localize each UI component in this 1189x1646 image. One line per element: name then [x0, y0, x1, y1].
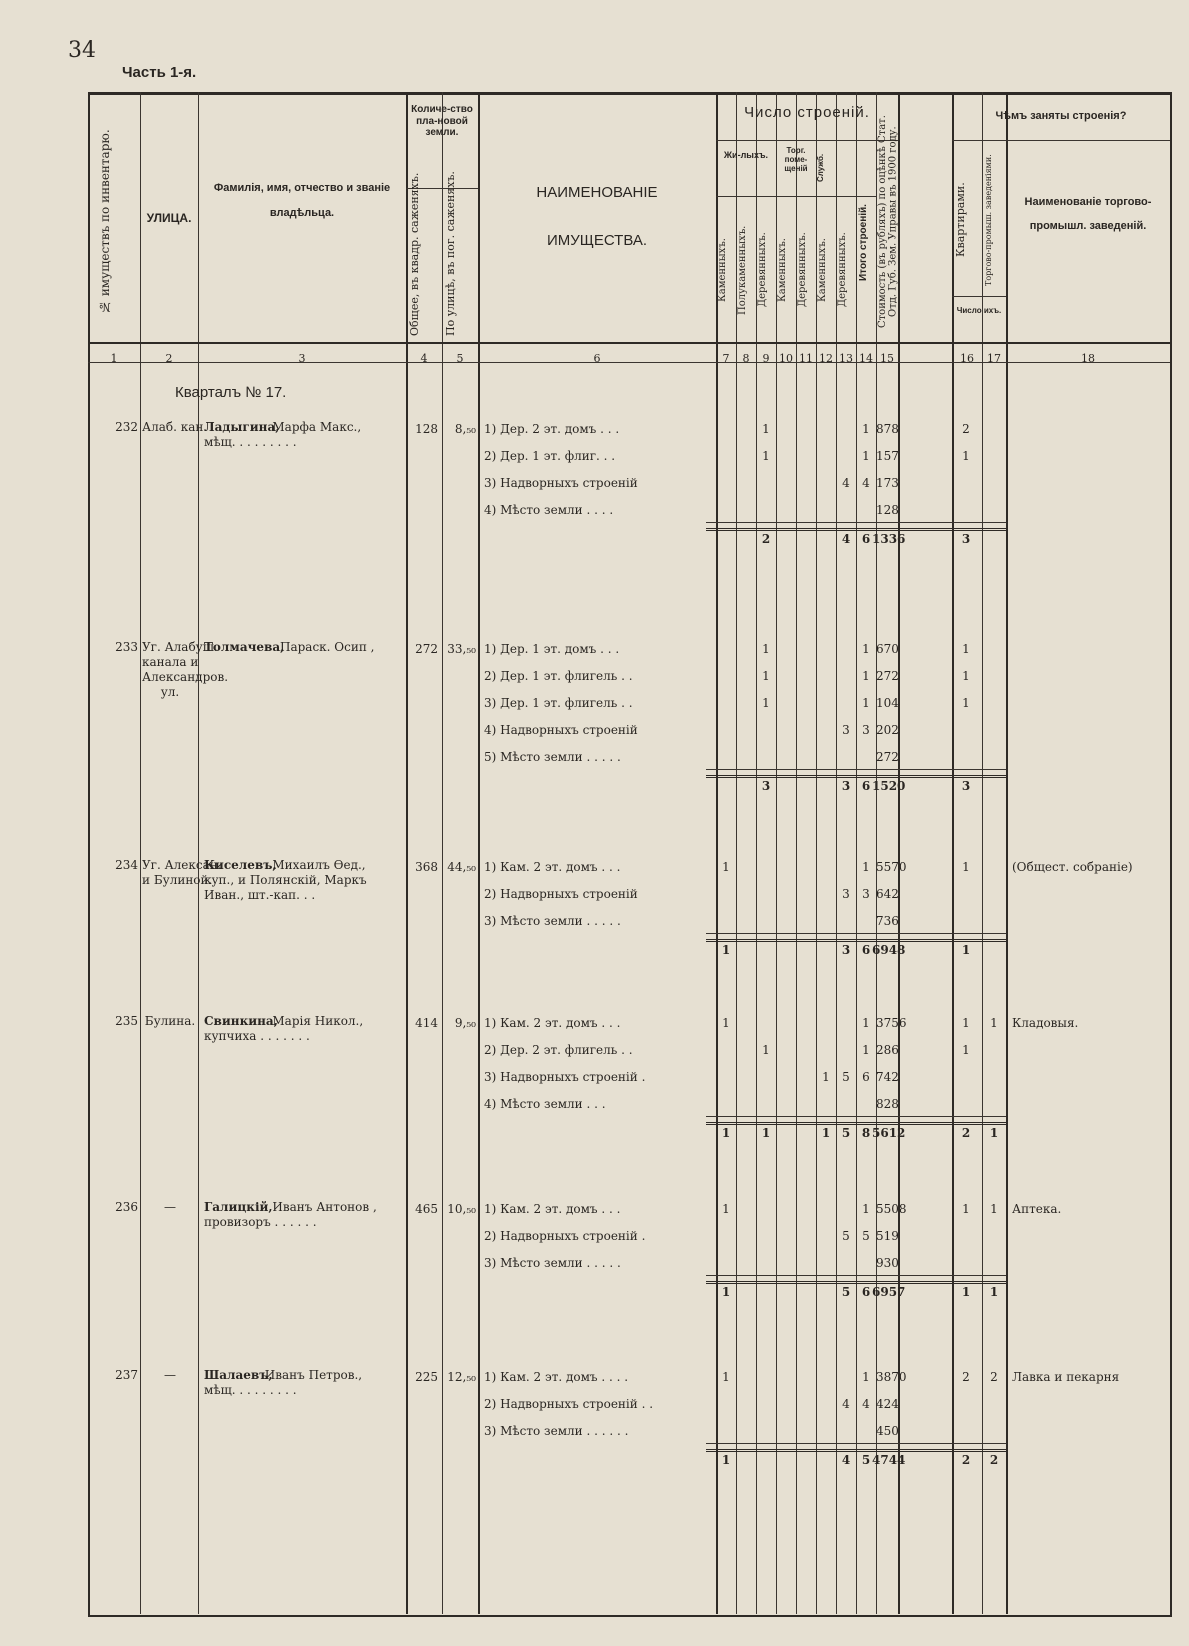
- land-area: 272: [415, 642, 438, 656]
- building-count: 1: [862, 422, 870, 436]
- land-area: 465: [415, 1202, 438, 1216]
- street-frontage: 12,₅₀: [447, 1370, 476, 1384]
- sum-enterprises: 1: [989, 1126, 999, 1140]
- col-number: 6: [593, 352, 601, 365]
- sum-building-count: 6: [861, 1285, 871, 1299]
- entry-street: Алаб. кан.: [142, 420, 208, 434]
- building-count: 5: [862, 1229, 870, 1243]
- owner-name: Галицкій,: [204, 1200, 273, 1214]
- owner-details: Михаилъ Өед.,: [272, 858, 366, 872]
- property-value: 670: [876, 642, 899, 656]
- sum-building-count: 8: [861, 1126, 871, 1140]
- building-count: 3: [862, 887, 870, 901]
- property-item: 1) Кам. 2 эт. домъ . . .: [484, 1016, 621, 1030]
- owner-details: мѣщ. . . . . . . . .: [204, 1383, 297, 1397]
- header-count: Число ихъ.: [956, 306, 1002, 315]
- entry-number: 232: [115, 420, 138, 434]
- sum-building-count: 1: [821, 1126, 831, 1140]
- sum-value: 1336: [872, 532, 906, 546]
- sum-building-count: 5: [841, 1285, 851, 1299]
- rule: [952, 296, 1006, 297]
- property-item: 3) Мѣсто земли . . . . .: [484, 914, 621, 928]
- building-count: 1: [762, 422, 770, 436]
- entry-street: канала и: [142, 655, 199, 669]
- street-frontage: 8,₅₀: [454, 422, 476, 436]
- building-count: 1: [862, 449, 870, 463]
- col-number: 16: [960, 352, 974, 365]
- property-item: 2) Надворныхъ строеній . .: [484, 1397, 654, 1411]
- property-item: 3) Надворныхъ строеній: [484, 476, 638, 490]
- apartments-count: 1: [962, 669, 970, 683]
- owner-details: мѣщ. . . . . . . . .: [204, 435, 297, 449]
- rule: [952, 92, 954, 1614]
- building-count: 1: [862, 1202, 870, 1216]
- property-item: 2) Дер. 2 эт. флигель . .: [484, 1043, 633, 1057]
- sum-apartments: 2: [961, 1126, 971, 1140]
- rule: [198, 92, 199, 1614]
- apartments-count: 1: [962, 1016, 970, 1030]
- property-value: 519: [876, 1229, 899, 1243]
- property-item: 1) Кам. 2 эт. домъ . . . .: [484, 1370, 629, 1384]
- building-count: 4: [862, 1397, 870, 1411]
- property-item: 2) Надворныхъ строеній: [484, 887, 638, 901]
- rule: [898, 92, 900, 1614]
- building-count: 1: [722, 1202, 730, 1216]
- sum-building-count: 5: [841, 1126, 851, 1140]
- property-value: 173: [876, 476, 899, 490]
- rule: [478, 92, 480, 1614]
- subtotal-rule: [706, 522, 1006, 523]
- header-property: НАИМЕНОВАНІЕ: [536, 184, 658, 201]
- subtotal-rule: [706, 769, 1006, 770]
- owner-details: Иван., шт.-кап. . .: [204, 888, 316, 902]
- property-item: 5) Мѣсто земли . . . . .: [484, 750, 621, 764]
- header-owner: Фамилія, имя, отчество и званіе владѣльца.: [213, 182, 391, 220]
- enterprises-count: 1: [990, 1202, 998, 1216]
- sum-building-count: 1: [721, 1453, 731, 1467]
- property-value: 878: [876, 422, 899, 436]
- header-living: Жи-лыхъ.: [723, 150, 769, 160]
- header-wood-1: Деревянныхъ.: [757, 232, 768, 308]
- property-item: 4) Мѣсто земли . . .: [484, 1097, 606, 1111]
- header-wood-2: Деревянныхъ.: [797, 232, 808, 308]
- enterprise-name: (Общест. собраніе): [1012, 860, 1133, 874]
- property-value: 5508: [876, 1202, 907, 1216]
- total-rule: [706, 939, 1006, 942]
- property-item: 3) Надворныхъ строеній .: [484, 1070, 646, 1084]
- entry-street: Александров.: [142, 670, 229, 684]
- property-value: 828: [876, 1097, 899, 1111]
- entry-street: —: [164, 1368, 176, 1382]
- header-total-buildings: Итого строеній.: [858, 204, 869, 282]
- property-item: 3) Мѣсто земли . . . . . .: [484, 1424, 629, 1438]
- building-count: 4: [842, 476, 850, 490]
- sum-value: 6948: [872, 943, 906, 957]
- col-number: 7: [722, 352, 730, 365]
- total-rule: [706, 1281, 1006, 1284]
- sum-building-count: 1: [721, 1126, 731, 1140]
- rule: [982, 92, 983, 1614]
- sum-building-count: 6: [861, 779, 871, 793]
- property-item: 4) Мѣсто земли . . . .: [484, 503, 614, 517]
- sum-apartments: 1: [961, 1285, 971, 1299]
- entry-street: Уг. Алексан.: [142, 858, 222, 872]
- property-value: 272: [876, 750, 899, 764]
- building-count: 5: [842, 1229, 850, 1243]
- building-count: 1: [862, 1016, 870, 1030]
- header-frontage: По улицѣ, въ пог. саженяхъ.: [444, 171, 457, 336]
- col-number: 17: [987, 352, 1001, 365]
- street-frontage: 44,₅₀: [447, 860, 476, 874]
- sum-building-count: 4: [841, 1453, 851, 1467]
- apartments-count: 1: [962, 642, 970, 656]
- property-value: 272: [876, 669, 899, 683]
- entry-street: Уг. Алабуш.: [142, 640, 218, 654]
- property-value: 424: [876, 1397, 899, 1411]
- property-value: 157: [876, 449, 899, 463]
- header-enterprises: Торгово-промыш. заведеніями.: [984, 154, 993, 286]
- subtotal-rule: [706, 1116, 1006, 1117]
- street-frontage: 10,₅₀: [447, 1202, 476, 1216]
- sum-value: 4744: [872, 1453, 906, 1467]
- apartments-count: 2: [962, 1370, 970, 1384]
- building-count: 1: [722, 1016, 730, 1030]
- col-number: 4: [420, 352, 428, 365]
- owner-details: провизоръ . . . . . .: [204, 1215, 317, 1229]
- building-count: 1: [862, 860, 870, 874]
- building-count: 1: [862, 669, 870, 683]
- apartments-count: 2: [962, 422, 970, 436]
- building-count: 3: [862, 723, 870, 737]
- property-item: 2) Надворныхъ строеній .: [484, 1229, 646, 1243]
- sum-apartments: 2: [961, 1453, 971, 1467]
- header-street: УЛИЦА.: [146, 211, 192, 225]
- col-number: 15: [880, 352, 894, 365]
- building-count: 1: [862, 1043, 870, 1057]
- property-item: 4) Надворныхъ строеній: [484, 723, 638, 737]
- land-area: 128: [415, 422, 438, 436]
- property-value: 104: [876, 696, 899, 710]
- sum-enterprises: 1: [989, 1285, 999, 1299]
- building-count: 1: [762, 669, 770, 683]
- enterprise-name: Лавка и пекарня: [1012, 1370, 1120, 1384]
- property-value: 286: [876, 1043, 899, 1057]
- property-value: 202: [876, 723, 899, 737]
- building-count: 4: [842, 1397, 850, 1411]
- building-count: 1: [722, 1370, 730, 1384]
- sum-building-count: 4: [841, 532, 851, 546]
- rule: [952, 140, 1170, 141]
- subtotal-rule: [706, 1443, 1006, 1444]
- apartments-count: 1: [962, 1043, 970, 1057]
- header-service: Служб.: [816, 153, 825, 183]
- property-value: 5570: [876, 860, 907, 874]
- rule: [442, 92, 443, 1614]
- header-stone-2: Каменныхъ.: [777, 238, 788, 302]
- header-property-2: ИМУЩЕСТВА.: [546, 232, 648, 249]
- enterprises-count: 1: [990, 1016, 998, 1030]
- sum-building-count: 1: [721, 943, 731, 957]
- property-value: 3870: [876, 1370, 907, 1384]
- owner-details: Марфа Макс.,: [272, 420, 362, 434]
- total-rule: [706, 1449, 1006, 1452]
- building-count: 1: [762, 1043, 770, 1057]
- building-count: 1: [862, 1370, 870, 1384]
- total-rule: [706, 1122, 1006, 1125]
- col-number: 3: [298, 352, 306, 365]
- apartments-count: 1: [962, 860, 970, 874]
- property-item: 1) Кам. 2 эт. домъ . . .: [484, 860, 621, 874]
- owner-details: Параск. Осип ,: [280, 640, 375, 654]
- entry-number: 236: [115, 1200, 138, 1214]
- rule: [1006, 92, 1008, 1614]
- col-number: 11: [799, 352, 813, 365]
- building-count: 1: [862, 642, 870, 656]
- sum-building-count: 3: [761, 779, 771, 793]
- sum-building-count: 6: [861, 532, 871, 546]
- land-area: 225: [415, 1370, 438, 1384]
- building-count: 1: [722, 860, 730, 874]
- header-stone-1: Каменныхъ.: [717, 238, 728, 302]
- owner-details: Иванъ Антонов ,: [272, 1200, 377, 1214]
- sum-value: 5612: [872, 1126, 906, 1140]
- property-value: 742: [876, 1070, 899, 1084]
- enterprises-count: 2: [990, 1370, 998, 1384]
- rule: [716, 196, 876, 197]
- subtotal-rule: [706, 1275, 1006, 1276]
- col-number: 10: [779, 352, 793, 365]
- col-number: 18: [1081, 352, 1095, 365]
- property-value: 3756: [876, 1016, 907, 1030]
- total-rule: [706, 775, 1006, 778]
- street-frontage: 9,₅₀: [454, 1016, 476, 1030]
- owner-name: Свинкина,: [204, 1014, 278, 1028]
- header-trade: Торг. поме-щеній: [784, 146, 808, 174]
- building-count: 1: [822, 1070, 830, 1084]
- header-apartments: Квартирами.: [954, 182, 967, 258]
- property-value: 450: [876, 1424, 899, 1438]
- header-half-stone: Полукаменныхъ.: [737, 225, 748, 315]
- land-area: 414: [415, 1016, 438, 1030]
- header-enterprise-names: Наименованіе торгово-промышл. заведеній.: [1024, 196, 1152, 233]
- property-item: 1) Дер. 1 эт. домъ . . .: [484, 642, 620, 656]
- header-bottom-rule: [88, 342, 1170, 344]
- quarter-title: Кварталъ № 17.: [175, 384, 287, 401]
- building-count: 3: [842, 723, 850, 737]
- property-item: 1) Кам. 2 эт. домъ . . .: [484, 1202, 621, 1216]
- page-number: 34: [68, 38, 96, 63]
- building-count: 1: [762, 642, 770, 656]
- header-inventory-no: № имуществъ по инвентарю.: [98, 129, 112, 315]
- total-rule: [706, 528, 1006, 531]
- enterprise-name: Аптека.: [1012, 1202, 1062, 1216]
- sum-building-count: 3: [841, 943, 851, 957]
- sum-enterprises: 2: [989, 1453, 999, 1467]
- property-value: 736: [876, 914, 899, 928]
- property-value: 642: [876, 887, 899, 901]
- building-count: 6: [862, 1070, 870, 1084]
- building-count: 1: [762, 449, 770, 463]
- owner-details: купчиха . . . . . . .: [204, 1029, 310, 1043]
- sum-apartments: 1: [961, 943, 971, 957]
- property-item: 1) Дер. 2 эт. домъ . . .: [484, 422, 620, 436]
- rule: [716, 140, 898, 141]
- col-number: 14: [859, 352, 873, 365]
- property-item: 3) Мѣсто земли . . . . .: [484, 1256, 621, 1270]
- apartments-count: 1: [962, 1202, 970, 1216]
- entry-street: Булина.: [144, 1014, 196, 1028]
- entry-street: и Булиной.: [142, 873, 213, 887]
- col-number: 8: [742, 352, 750, 365]
- sum-apartments: 3: [961, 532, 971, 546]
- sum-value: 6957: [872, 1285, 906, 1299]
- owner-name: Толмачева,: [204, 640, 285, 654]
- col-number: 13: [839, 352, 853, 365]
- header-occupied: Чѣмъ заняты строенія?: [995, 110, 1127, 122]
- entry-street: —: [164, 1200, 176, 1214]
- owner-details: Марія Никол.,: [272, 1014, 364, 1028]
- owner-name: Шалаевъ,: [204, 1368, 273, 1382]
- building-count: 3: [842, 887, 850, 901]
- rule: [140, 92, 141, 1614]
- col-number: 5: [456, 352, 464, 365]
- sum-building-count: 2: [761, 532, 771, 546]
- entry-number: 235: [115, 1014, 138, 1028]
- land-area: 368: [415, 860, 438, 874]
- entry-number: 233: [115, 640, 138, 654]
- header-buildings: Число строеній.: [744, 104, 870, 121]
- owner-details: Иванъ Петров.,: [264, 1368, 363, 1382]
- sum-apartments: 3: [961, 779, 971, 793]
- sum-building-count: 5: [861, 1453, 871, 1467]
- sum-building-count: 1: [761, 1126, 771, 1140]
- enterprise-name: Кладовыя.: [1012, 1016, 1079, 1030]
- apartments-count: 1: [962, 696, 970, 710]
- apartments-count: 1: [962, 449, 970, 463]
- col-number: 12: [819, 352, 833, 365]
- building-count: 4: [862, 476, 870, 490]
- rule: [856, 92, 857, 1614]
- property-item: 3) Дер. 1 эт. флигель . .: [484, 696, 633, 710]
- header-value: Стоимость (въ рубляхъ) по оцѣнкѣ Стат. Отд. Губ. Зем. Управы въ 1900 году.: [877, 115, 899, 329]
- property-item: 2) Дер. 1 эт. флигель . .: [484, 669, 633, 683]
- header-land: Количе-ство пла-новой земли.: [411, 104, 473, 138]
- sum-building-count: 3: [841, 779, 851, 793]
- subtotal-rule: [706, 933, 1006, 934]
- header-stone-3: Каменныхъ.: [817, 238, 828, 302]
- entry-number: 237: [115, 1368, 138, 1382]
- property-value: 930: [876, 1256, 899, 1270]
- header-wood-3: Деревянныхъ.: [837, 232, 848, 308]
- sum-building-count: 1: [721, 1285, 731, 1299]
- owner-details: куп., и Полянскій, Маркъ: [204, 873, 367, 887]
- property-value: 128: [876, 503, 899, 517]
- col-number: 2: [165, 352, 173, 365]
- owner-name: Ладыгина,: [204, 420, 280, 434]
- property-item: 2) Дер. 1 эт. флиг. . .: [484, 449, 616, 463]
- col-number: 1: [110, 352, 118, 365]
- col-number: 9: [762, 352, 770, 365]
- sum-building-count: 6: [861, 943, 871, 957]
- street-frontage: 33,₅₀: [447, 642, 476, 656]
- part-title: Часть 1-я.: [122, 64, 197, 81]
- header-area: Общее, въ квадр. саженяхъ.: [408, 172, 421, 336]
- entry-number: 234: [115, 858, 138, 872]
- building-count: 5: [842, 1070, 850, 1084]
- sum-value: 1520: [872, 779, 906, 793]
- entry-street: ул.: [160, 685, 180, 699]
- building-count: 1: [762, 696, 770, 710]
- building-count: 1: [862, 696, 870, 710]
- owner-name: Киселевъ,: [204, 858, 277, 872]
